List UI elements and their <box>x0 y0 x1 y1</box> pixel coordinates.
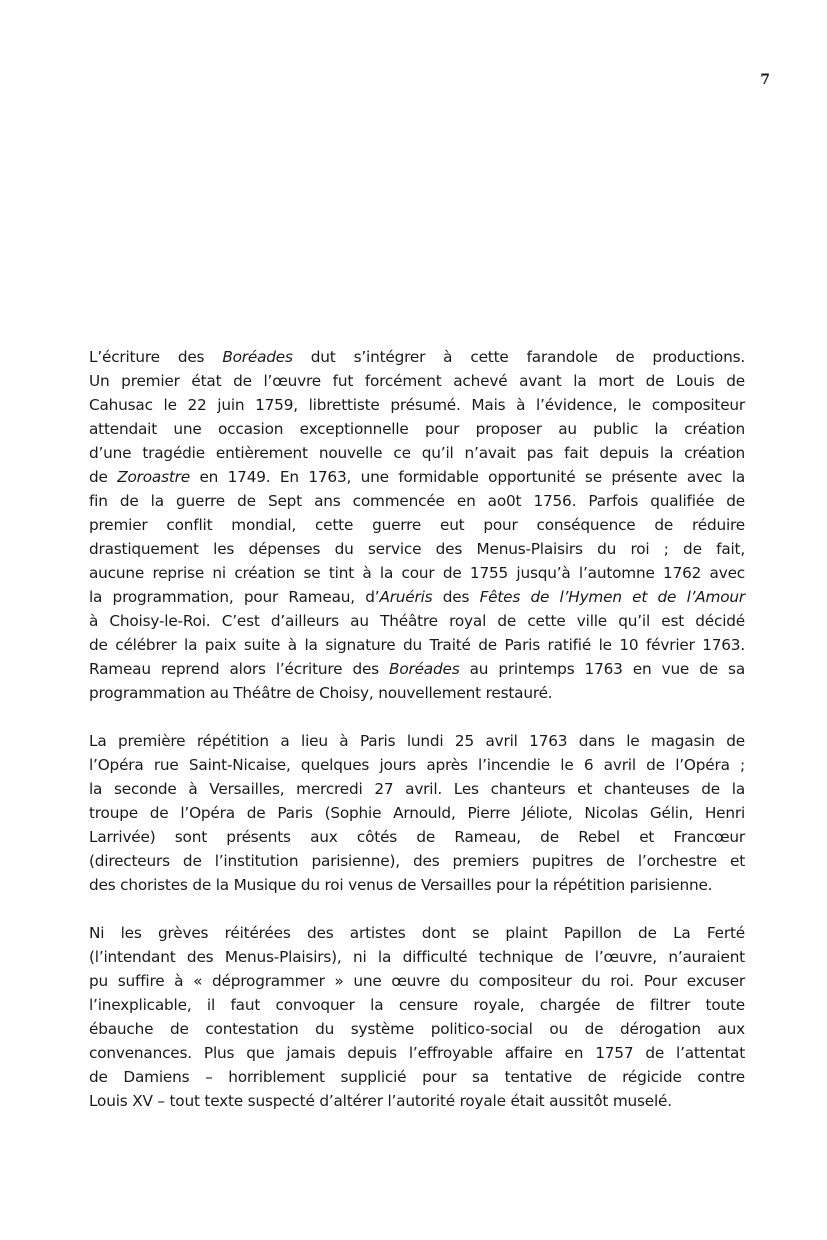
text-line <box>89 753 745 777</box>
text-run: convenances. Plus que jamais depuis l’effroyable affaire en 1757 de l’attentat <box>89 1044 745 1062</box>
text-run: (l’intendant des Menus-Plaisirs), ni la difficulté technique de l’œuvre, n’auraient <box>89 948 745 966</box>
italic-title: Boréades <box>222 348 293 366</box>
text-run: la seconde à Versailles, mercredi 27 avril. Les chanteurs et chanteuses de la <box>89 780 745 798</box>
text-line <box>89 417 745 441</box>
paragraph <box>89 729 745 897</box>
text-run: aucune reprise ni création se tint à la cour de 1755 jusqu’à l’automne 1762 avec <box>89 564 745 582</box>
text-line <box>89 945 745 969</box>
text-run: de célébrer la paix suite à la signature du Traité de Paris ratifié le 10 février 1763. <box>89 636 745 654</box>
italic-title: Aruéris <box>379 588 433 606</box>
text-run: (directeurs de l’institution parisienne), des premiers pupitres de l’orchestre et <box>89 852 745 870</box>
text-line <box>89 537 745 561</box>
text-run: Rameau reprend alors l’écriture des <box>89 660 390 678</box>
text-run: l’inexplicable, il faut convoquer la censure royale, chargée de filtrer toute <box>89 996 745 1014</box>
text-line <box>89 441 745 465</box>
italic-title: Boréades <box>389 660 460 678</box>
body-text <box>89 345 745 1137</box>
text-run: des <box>432 588 480 606</box>
text-run: attendait une occasion exceptionnelle pour proposer au public la création <box>89 420 745 438</box>
text-run: ébauche de contestation du système politico-social ou de dérogation aux <box>89 1020 745 1038</box>
text-run: des choristes de la Musique du roi venus de Versailles pour la répétition parisienne. <box>89 876 713 894</box>
text-line <box>89 657 745 681</box>
text-run: La première répétition a lieu à Paris lundi 25 avril 1763 dans le magasin de <box>89 732 745 750</box>
text-run: L’écriture des <box>89 348 223 366</box>
text-run: Un premier état de l’œuvre fut forcément achevé avant la mort de Louis de <box>89 372 745 390</box>
text-line <box>89 585 745 609</box>
text-run: premier conflit mondial, cette guerre eut pour conséquence de réduire <box>89 516 745 534</box>
text-run: de <box>89 468 118 486</box>
text-run: Cahusac le 22 juin 1759, librettiste présumé. Mais à l’évidence, le compositeur <box>89 396 745 414</box>
text-line <box>89 393 745 417</box>
text-run: au printemps 1763 en vue de sa <box>459 660 746 678</box>
text-line <box>89 921 745 945</box>
text-line <box>89 873 745 897</box>
page-number: 7 <box>760 72 770 88</box>
text-run: Ni les grèves réitérées des artistes dont se plaint Papillon de La Ferté <box>89 924 745 942</box>
text-line <box>89 1017 745 1041</box>
text-run: pu suffire à « déprogrammer » une œuvre du compositeur du roi. Pour excuser <box>89 972 745 990</box>
text-line <box>89 561 745 585</box>
text-line <box>89 777 745 801</box>
text-run: l’Opéra rue Saint-Nicaise, quelques jours après l’incendie le 6 avril de l’Opéra ; <box>89 756 745 774</box>
text-line <box>89 969 745 993</box>
text-run: en 1749. En 1763, une formidable opportunité se présente avec la <box>189 468 745 486</box>
paragraph <box>89 921 745 1113</box>
text-run: à Choisy-le-Roi. C’est d’ailleurs au Théâtre royal de cette ville qu’il est décidé <box>89 612 745 630</box>
text-line <box>89 825 745 849</box>
text-run: d’une tragédie entièrement nouvelle ce qu’il n’avait pas fait depuis la création <box>89 444 745 462</box>
text-line <box>89 345 745 369</box>
text-run: Louis XV – tout texte suspecté d’altérer l’autorité royale était aussitôt muselé. <box>89 1092 672 1110</box>
italic-title: Fêtes de l’Hymen et de l’Amour <box>479 588 745 606</box>
text-line <box>89 801 745 825</box>
text-run: de Damiens – horriblement supplicié pour sa tentative de régicide contre <box>89 1068 745 1086</box>
text-run: Larrivée) sont présents aux côtés de Rameau, de Rebel et Francœur <box>89 828 745 846</box>
text-line <box>89 729 745 753</box>
text-run: troupe de l’Opéra de Paris (Sophie Arnould, Pierre Jéliote, Nicolas Gélin, Henri <box>89 804 745 822</box>
paragraph <box>89 345 745 705</box>
text-line <box>89 369 745 393</box>
text-line <box>89 1041 745 1065</box>
text-line <box>89 1089 745 1113</box>
italic-title: Zoroastre <box>117 468 190 486</box>
text-line <box>89 489 745 513</box>
text-line <box>89 681 745 705</box>
text-run: dut s’intégrer à cette farandole de productions. <box>292 348 745 366</box>
text-line <box>89 513 745 537</box>
text-line <box>89 1065 745 1089</box>
text-line <box>89 993 745 1017</box>
text-line <box>89 849 745 873</box>
text-run: drastiquement les dépenses du service des Menus-Plaisirs du roi ; de fait, <box>89 540 745 558</box>
text-line <box>89 609 745 633</box>
text-line <box>89 633 745 657</box>
text-run: programmation au Théâtre de Choisy, nouvellement restauré. <box>89 684 553 702</box>
text-line <box>89 465 745 489</box>
text-run: fin de la guerre de Sept ans commencée en ao0t 1756. Parfois qualifiée de <box>89 492 745 510</box>
text-run: la programmation, pour Rameau, d’ <box>89 588 380 606</box>
